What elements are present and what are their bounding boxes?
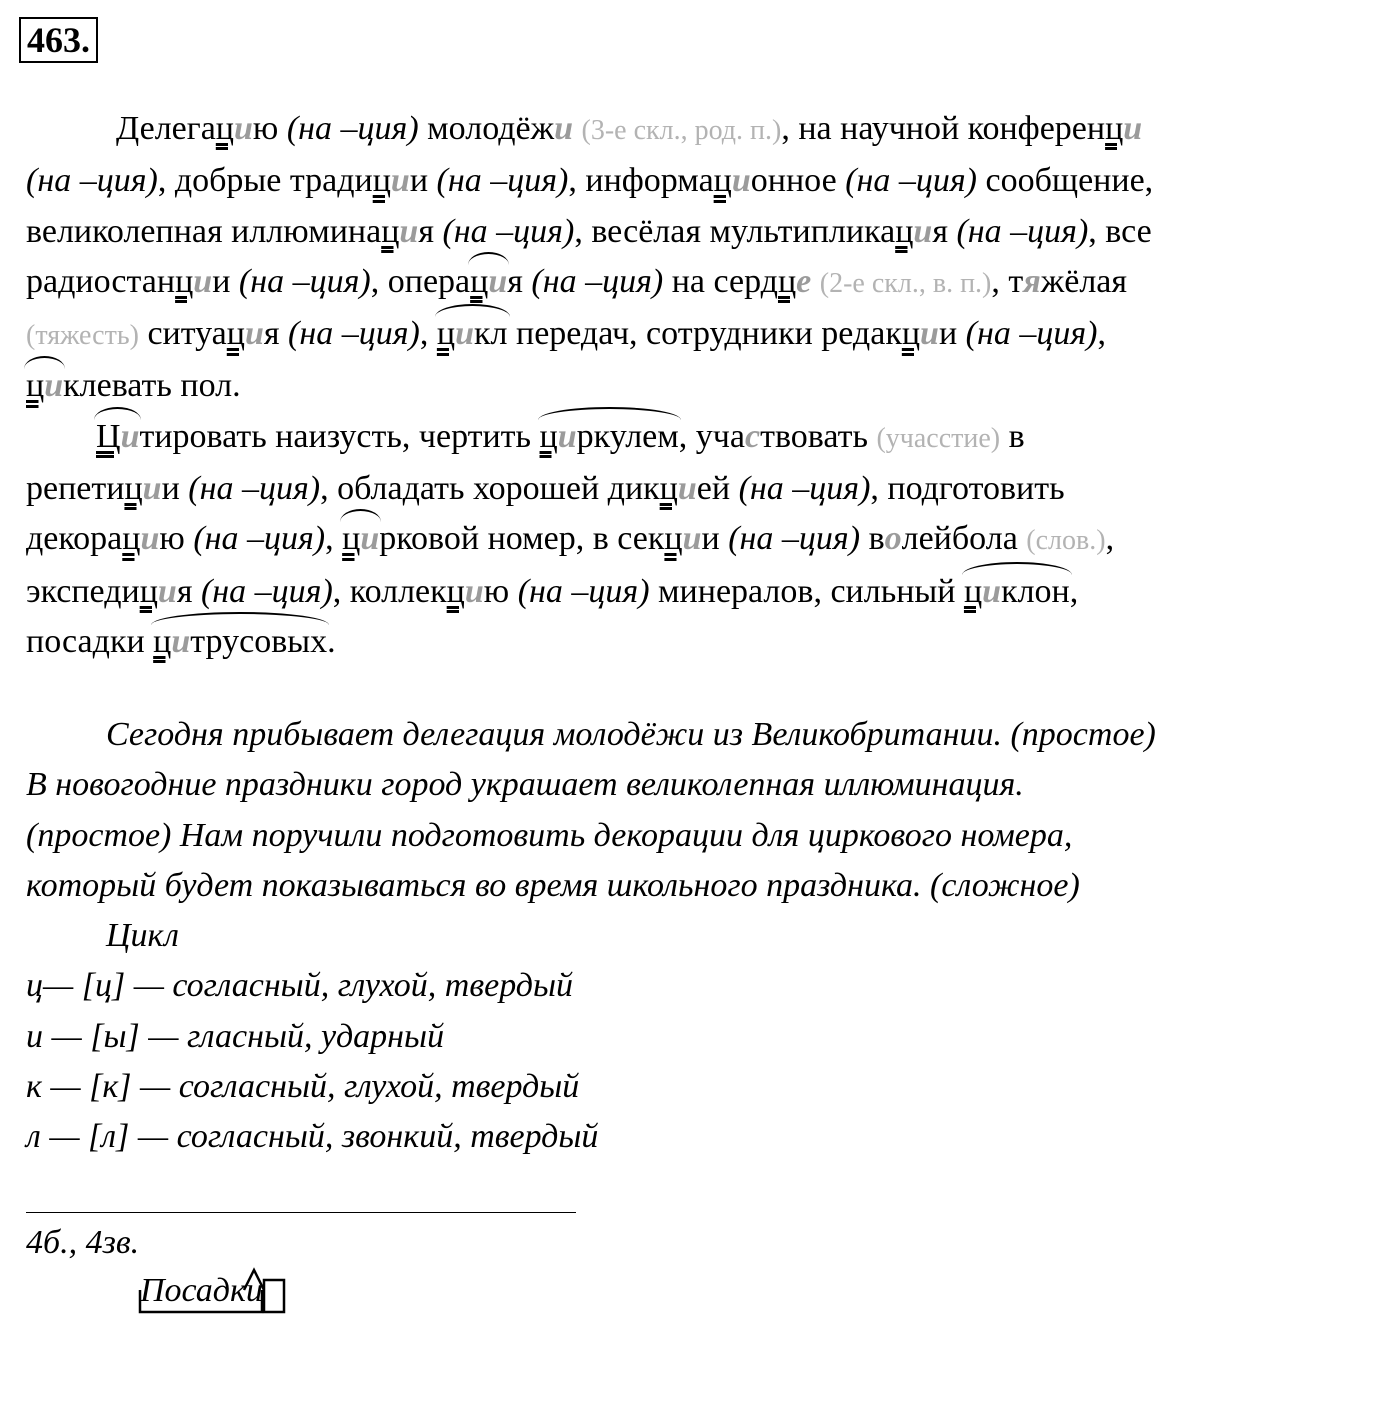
text: ю — [159, 520, 194, 558]
highlighted-vowel: и — [44, 367, 64, 405]
double-underlined-letter: ц — [226, 315, 245, 353]
rule-note: (на –ция) — [188, 470, 321, 508]
scheme-word: Посадки — [140, 1272, 263, 1309]
text: тировать наизусть, чертить — [139, 417, 540, 455]
highlighted-vowel: и — [682, 520, 702, 558]
double-underlined-letter: ц — [436, 315, 456, 353]
text: , — [325, 520, 343, 558]
phonetic-row: и — [ы] — гласный, ударный — [26, 1017, 445, 1055]
sentence-line: В новогодние праздники город украшает великолепная иллюминация. — [26, 766, 1024, 804]
text: . — [327, 622, 336, 660]
text: молодёж — [418, 110, 555, 147]
double-underlined-letter: ц — [777, 262, 797, 300]
double-underlined-letter: ц — [664, 520, 683, 558]
grey-hint: (3-е скл., род. п.) — [581, 115, 782, 146]
text: я — [932, 212, 957, 250]
double-underlined-letter: ц — [175, 262, 194, 300]
text: я — [507, 262, 532, 300]
word-root-arc — [470, 257, 507, 307]
rule-note: (на –ция) — [845, 162, 978, 200]
text: онное — [750, 162, 846, 200]
text: в — [860, 520, 885, 558]
text: посадки — [26, 622, 154, 660]
grey-hint: (слов.) — [1026, 525, 1106, 557]
text: и — [938, 315, 966, 353]
text: , коллек — [332, 572, 447, 610]
double-underlined-letter: ц — [26, 367, 45, 405]
rule-note: (на –ция) — [286, 110, 419, 147]
double-underlined-letter: ц — [124, 470, 143, 508]
highlighted-vowel: и — [464, 572, 484, 610]
highlighted-vowel: и — [157, 572, 177, 610]
word-structure-scheme — [134, 1262, 294, 1322]
highlighted-vowel: и — [982, 572, 1002, 610]
text: ркулем — [576, 417, 679, 455]
rule-note: (на –ция) — [238, 262, 371, 300]
double-underlined-letter: ц — [895, 212, 914, 250]
text: репети — [26, 470, 125, 508]
text: я — [263, 315, 289, 353]
phonetic-row: л — [л] — согласный, звонкий, твердый — [26, 1118, 599, 1156]
sentences-block — [26, 710, 1388, 1163]
text: ю — [483, 572, 518, 610]
double-underlined-letter: ц — [470, 262, 489, 300]
word-root-arc — [96, 412, 139, 462]
text: , — [1105, 520, 1115, 558]
text: сообщение, — [977, 162, 1154, 200]
word-root-arc — [342, 514, 379, 564]
text: кл — [474, 315, 508, 353]
highlighted-vowel: я — [1023, 262, 1041, 300]
highlighted-vowel: и — [399, 212, 419, 250]
sentence-line: Сегодня прибывает делегация молодёжи из Великобритании. (простое) — [106, 716, 1156, 753]
highlighted-vowel: с — [745, 417, 761, 455]
text: жёлая — [1040, 262, 1128, 300]
highlighted-vowel: и — [554, 110, 574, 147]
text: и — [212, 262, 239, 300]
highlighted-vowel: и — [171, 622, 191, 660]
rule-note: (на –ция) — [26, 162, 158, 200]
text: и — [161, 470, 189, 508]
text: и — [701, 520, 729, 558]
rule-note: (на –ция) — [436, 162, 569, 200]
text: , все — [1088, 212, 1152, 250]
text: радиостан — [26, 262, 176, 300]
rule-note: (на –ция) — [517, 572, 650, 610]
text: великолепная иллюмина — [26, 212, 382, 250]
rule-note: (на –ция) — [288, 315, 420, 353]
highlighted-vowel: и — [360, 520, 380, 558]
grey-hint: (учасстие) — [876, 422, 1001, 454]
text: твовать — [760, 417, 877, 455]
double-underlined-letter: ц — [139, 572, 158, 610]
highlighted-vowel: и — [390, 162, 410, 200]
highlighted-vowel: и — [120, 417, 140, 455]
rule-note: (на –ция) — [738, 470, 871, 508]
double-underlined-letter: ц — [372, 162, 391, 200]
double-underlined-letter: ц — [713, 162, 732, 200]
text: я — [176, 572, 201, 610]
text: , обладать хорошей дик — [320, 470, 660, 508]
highlighted-vowel: и — [140, 520, 160, 558]
text: экспеди — [26, 572, 140, 610]
text: номер, в сек — [479, 520, 665, 558]
text: , на научной конферен — [781, 110, 1106, 147]
rule-note: (на –ция) — [193, 520, 326, 558]
exercise-number: 463. — [19, 17, 98, 63]
grey-hint: (2-е скл., в. п.) — [819, 267, 992, 299]
word-root-arc — [540, 412, 679, 462]
text: , уча — [678, 417, 745, 455]
text: рковой — [379, 520, 480, 558]
double-underlined-letter: ц — [1105, 110, 1124, 147]
rule-note: (на –ция) — [956, 212, 1089, 250]
word-root-arc — [437, 309, 508, 359]
text: ей — [696, 470, 739, 508]
text: лейбола — [901, 520, 1027, 558]
double-underlined-letter: ц — [901, 315, 921, 353]
highlighted-vowel: и — [488, 262, 508, 300]
text — [811, 263, 820, 300]
text: , весёлая мультиплика — [574, 212, 896, 250]
rule-note: (на –ция) — [728, 520, 861, 558]
double-underlined-letter: ц — [539, 417, 558, 455]
text: минералов, сильный — [649, 572, 964, 610]
text: , — [1097, 315, 1106, 353]
highlighted-vowel: о — [884, 520, 902, 558]
text: , опера — [370, 262, 471, 300]
text: , подготовить — [870, 470, 1065, 508]
highlighted-vowel: е — [796, 262, 812, 300]
highlighted-vowel: и — [193, 262, 213, 300]
highlighted-vowel: и — [234, 110, 253, 147]
double-underlined-letter: ц — [381, 212, 400, 250]
text: и — [409, 162, 437, 200]
text: , т — [991, 262, 1024, 300]
highlighted-vowel: и — [557, 417, 577, 455]
double-underlined-letter: ц — [659, 470, 678, 508]
highlighted-vowel: и — [677, 470, 697, 508]
highlighted-vowel: и — [244, 315, 264, 353]
text — [573, 110, 582, 147]
text: ситуа — [138, 315, 227, 353]
sentence-line: (простое) Нам поручили подготовить декорации для циркового номера, — [26, 816, 1073, 854]
text: , информа — [568, 162, 714, 200]
grey-hint: (тяжесть) — [26, 320, 139, 352]
text: передач, сотрудники редак — [507, 315, 902, 353]
text: клевать пол. — [63, 367, 241, 405]
text: декора — [26, 520, 123, 558]
rule-note: (на –ция) — [442, 212, 575, 250]
double-underlined-letter: ц — [446, 572, 465, 610]
double-underlined-letter: ц — [153, 622, 172, 660]
phonetic-row: к — [к] — согласный, глухой, твердый — [26, 1068, 580, 1106]
phonetic-row: ц— [ц] — согласный, глухой, твердый — [26, 967, 573, 1005]
text: ю — [252, 110, 287, 147]
word-root-arc — [153, 617, 327, 667]
sentence-line: который будет показываться во время школьного праздника. (сложное) — [26, 866, 1080, 904]
rule-note: (на –ция) — [965, 315, 1098, 353]
rule-note: (на –ция) — [200, 572, 333, 610]
highlighted-vowel: и — [920, 315, 939, 353]
highlighted-vowel: и — [1123, 110, 1143, 147]
text: , добрые тради — [157, 162, 373, 200]
highlighted-vowel: и — [731, 162, 751, 200]
highlighted-vowel: и — [913, 212, 933, 250]
highlighted-vowel: и — [142, 470, 162, 508]
highlighted-vowel: и — [455, 315, 474, 353]
text: , — [419, 315, 437, 353]
double-underlined-letter: ц — [215, 110, 234, 147]
rule-note: (на –ция) — [531, 262, 664, 300]
text: на серд — [663, 262, 778, 300]
divider-line — [26, 1212, 576, 1213]
analysis-word: Цикл — [106, 917, 179, 955]
paragraph-word-list-1 — [26, 104, 1388, 667]
text: трусовых — [190, 622, 328, 660]
text: клон — [1001, 572, 1070, 610]
letter-sound-count: 4б., 4зв. — [26, 1224, 140, 1261]
double-underlined-letter: ц — [122, 520, 141, 558]
text: в — [1000, 417, 1025, 455]
text: я — [418, 212, 443, 250]
double-underlined-letter: ц — [963, 572, 983, 610]
double-underlined-letter: Ц — [96, 417, 121, 455]
text: , — [1069, 572, 1079, 610]
text: Делега — [116, 110, 216, 147]
double-underlined-letter: ц — [342, 520, 361, 558]
word-root-arc — [26, 361, 63, 411]
word-root-arc — [964, 567, 1070, 617]
